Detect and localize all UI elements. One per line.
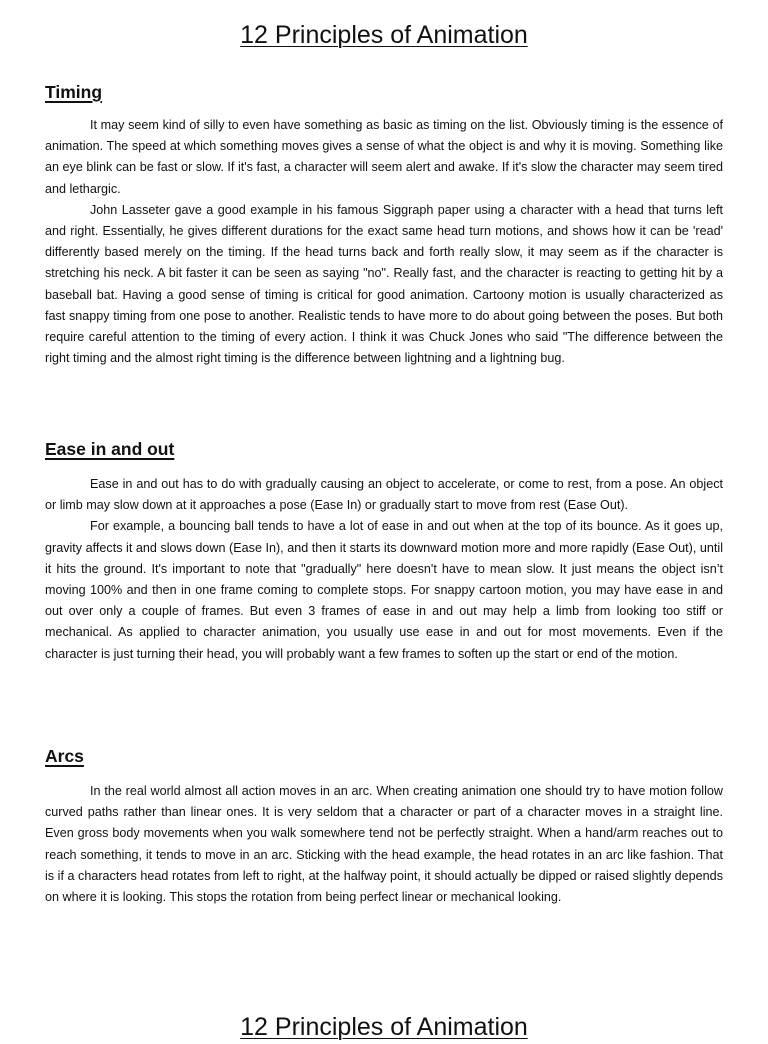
document-title: 12 Principles of Animation: [240, 21, 528, 49]
section-arcs: [45, 744, 723, 908]
timing-paragraph-2: John Lasseter gave a good example in his famous Siggraph paper using a character with a head that turns left and right. Essentially, he gives different durations for the exact same head turn motions, and shows how it can be 'read' differently based merely on the timing. If the head turns back and forth really slow, it may seem as if the character is stretching his neck. A bit faster it can be seen as saying "no". Really fast, and the character is reacting to getting hit by a baseball bat. Having a good sense of timing is critical for good animation. Cartoony motion is usually characterized as fast snappy timing from one pose to another. Realistic tends to have more to do about going between the poses. But both require careful attention to the timing of every action. I think it was Chuck Jones who said "The difference between the right timing and the almost right timing is the difference between lightning and a lightning bug.: [45, 202, 723, 366]
timing-paragraph-1: It may seem kind of silly to even have something as basic as timing on the list. Obviously timing is the essence of animation. The speed at which something moves gives a sense of what the object is and why it is moving. Something like an eye blink can be fast or slow. If it's fast, a character will seem alert and awake. If it's slow the character may seem tired and lethargic.: [45, 118, 723, 196]
section-heading-timing: Timing: [45, 82, 103, 102]
arcs-paragraph-1: In the real world almost all action moves in an arc. When creating animation one should try to have motion follow curved paths rather than linear ones. It is very seldom that a character or part of a character moves in a straight line. Even gross body movements when you walk somewhere tend not be perfectly straight. When a hand/arm reaches out to reach something, it tends to move in an arc. Sticking with the head example, the head rotates in an arc like fashion. That is if a characters head rotates from left to right, at the halfway point, it should actually be dipped or raised slightly depends on where it is looking. This stops the rotation from being perfect linear or mechanical looking.: [45, 784, 723, 905]
section-ease-in-and-out: [45, 437, 723, 665]
ease-paragraph-2: For example, a bouncing ball tends to have a lot of ease in and out when at the top of its bounce. As it goes up, gravity affects it and slows down (Ease In), and then it starts its downward motion more and more rapidly (Ease Out), until it hits the ground. It's important to note that "gradually" here doesn't have to mean slow. It just means the object isn’t moving 100% and then in one frame coming to complete stops. For snappy cartoon motion, you may have ease in and out over only a couple of frames. But even 3 frames of ease in and out may help a limb from looking too stiff or mechanical. As applied to character animation, you usually use ease in and out for most movements. Even if the character is just turning their head, you will probably want a few frames to soften up the start or end of the motion.: [45, 519, 723, 661]
next-page-title: 12 Principles of Animation: [240, 1013, 528, 1041]
ease-paragraph-1: Ease in and out has to do with gradually causing an object to accelerate, or come to rest, from a pose. An object or limb may slow down at it approaches a pose (Ease In) or gradually start to move from rest (Ease Out).: [45, 477, 723, 513]
section-heading-ease-in-and-out: Ease in and out: [45, 439, 175, 459]
section-timing: [45, 80, 723, 369]
section-heading-arcs: Arcs: [45, 746, 84, 766]
